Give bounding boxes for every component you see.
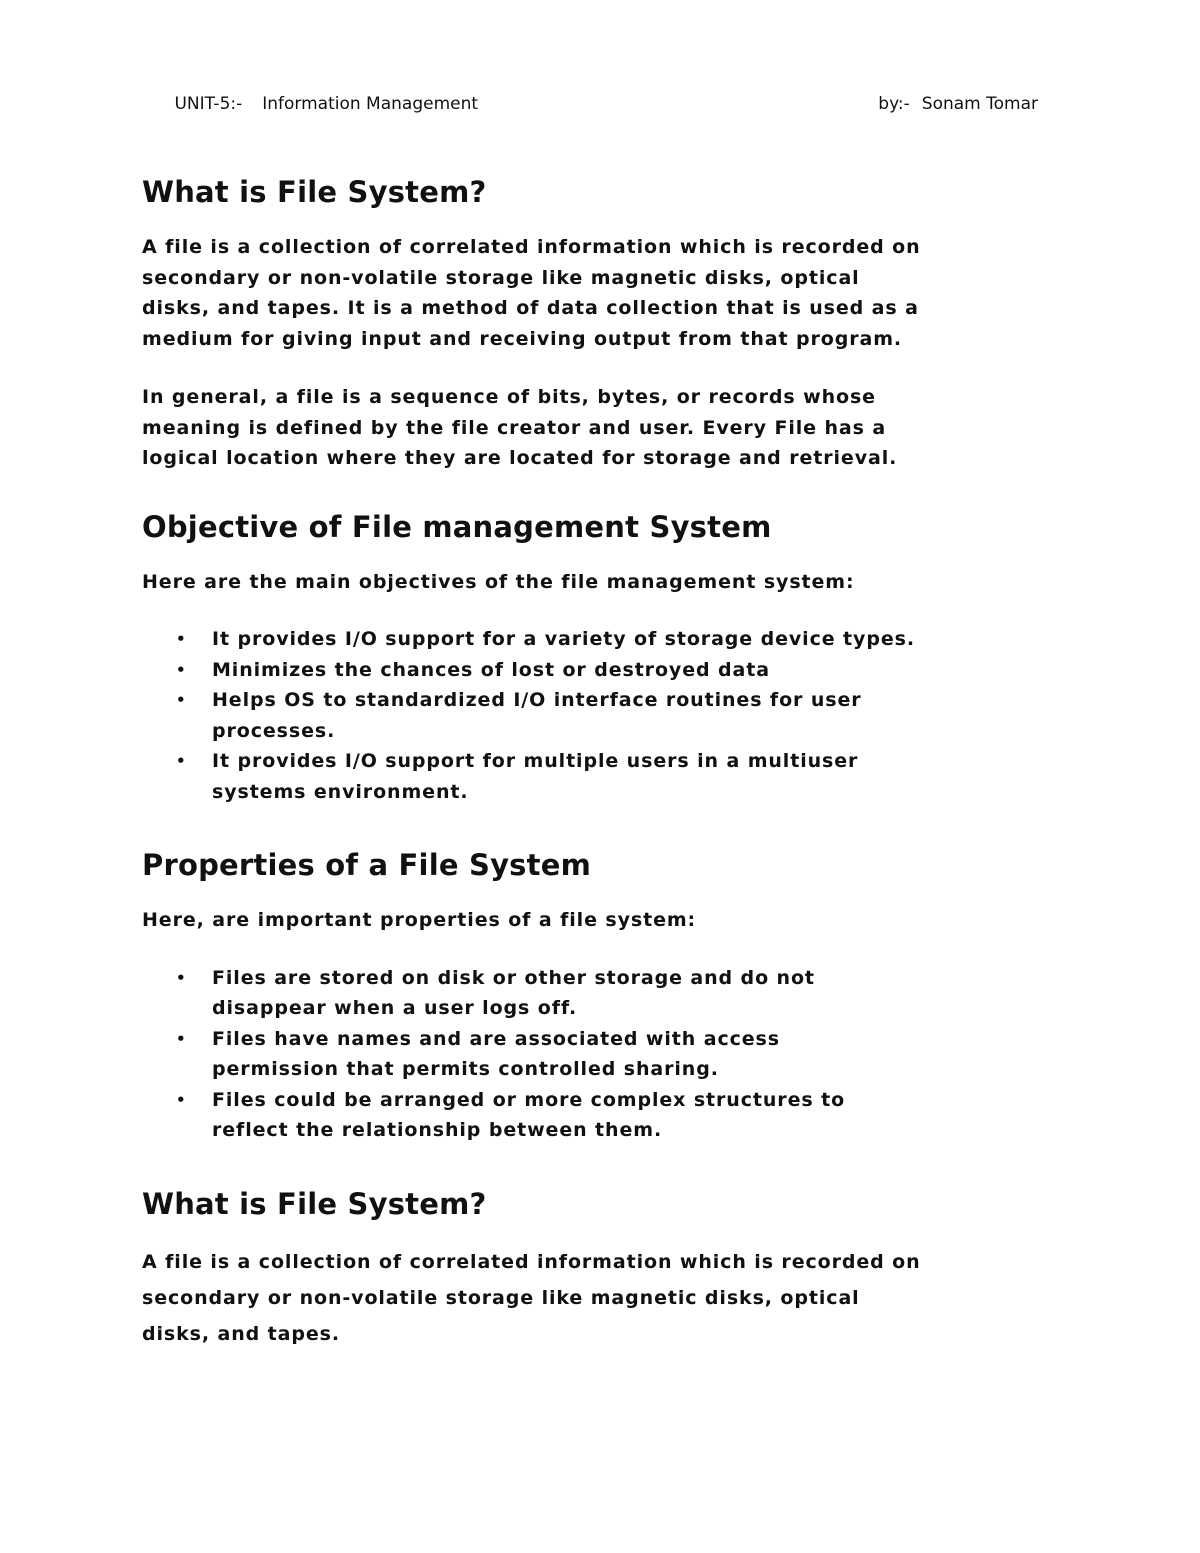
list-item-text: Helps OS to standardized I/O interface routines for user processes. (212, 689, 862, 742)
header-by-label: by:- (878, 94, 910, 114)
paragraph: A file is a collection of correlated information which is recorded on secondary or non-volatile storage like magnetic disks, optical disks, and tapes. It is a method of data collection that is used as a medium for giving input and receiving output from that program. (142, 236, 921, 350)
header-author: Sonam Tomar (921, 94, 1038, 114)
paragraph: A file is a collection of correlated information which is recorded on secondary or non-volatile storage like magnetic disks, optical disks, and tapes. (142, 1250, 921, 1345)
list-item (142, 963, 872, 1024)
header-unit: UNIT-5:- (174, 94, 243, 114)
section-heading: What is File System? (142, 1186, 487, 1221)
bullet-icon: • (176, 691, 187, 709)
bullet-list (142, 624, 942, 807)
list-item-text: Files could be arranged or more complex structures to reflect the relationship between them. (212, 1088, 846, 1141)
list-item-text: Minimizes the chances of lost or destroyed data (212, 658, 770, 681)
bullet-list (142, 963, 942, 1146)
header-right (846, 74, 1038, 134)
bullet-icon: • (176, 660, 187, 679)
list-item (142, 624, 932, 655)
section-heading: Objective of File management System (142, 509, 772, 544)
bullet-icon: • (176, 630, 187, 648)
page-header (142, 74, 1038, 114)
list-item-text: Files are stored on disk or other storage and do not disappear when a user logs off. (212, 966, 815, 1019)
section-intro: Here, are important properties of a file system: (142, 909, 697, 931)
header-subject: Information Management (262, 94, 479, 114)
bullet-icon: • (176, 752, 187, 770)
list-item-text: It provides I/O support for multiple users in a multiuser systems environment. (212, 750, 859, 803)
list-item (142, 1024, 872, 1085)
section-heading: Properties of a File System (142, 848, 591, 882)
list-item (142, 655, 872, 686)
bullet-icon: • (176, 1090, 187, 1109)
list-item (142, 746, 872, 807)
header-left (142, 74, 478, 134)
list-item-text: Files have names and are associated with access permission that permits controlled sharing. (212, 1027, 780, 1080)
list-item (142, 1085, 872, 1146)
paragraph: In general, a file is a sequence of bits, bytes, or records whose meaning is defined by the file creator and user. Every File has a logical location where they are located for storage and retrieval. (142, 386, 898, 469)
section-intro: Here are the main objectives of the file management system: (142, 570, 855, 593)
list-item (142, 685, 872, 746)
bullet-icon: • (176, 1029, 187, 1048)
bullet-icon: • (176, 968, 187, 987)
list-item-text: It provides I/O support for a variety of storage device types. (212, 628, 915, 650)
section-heading: What is File System? (142, 175, 487, 209)
document-body (142, 172, 942, 1352)
